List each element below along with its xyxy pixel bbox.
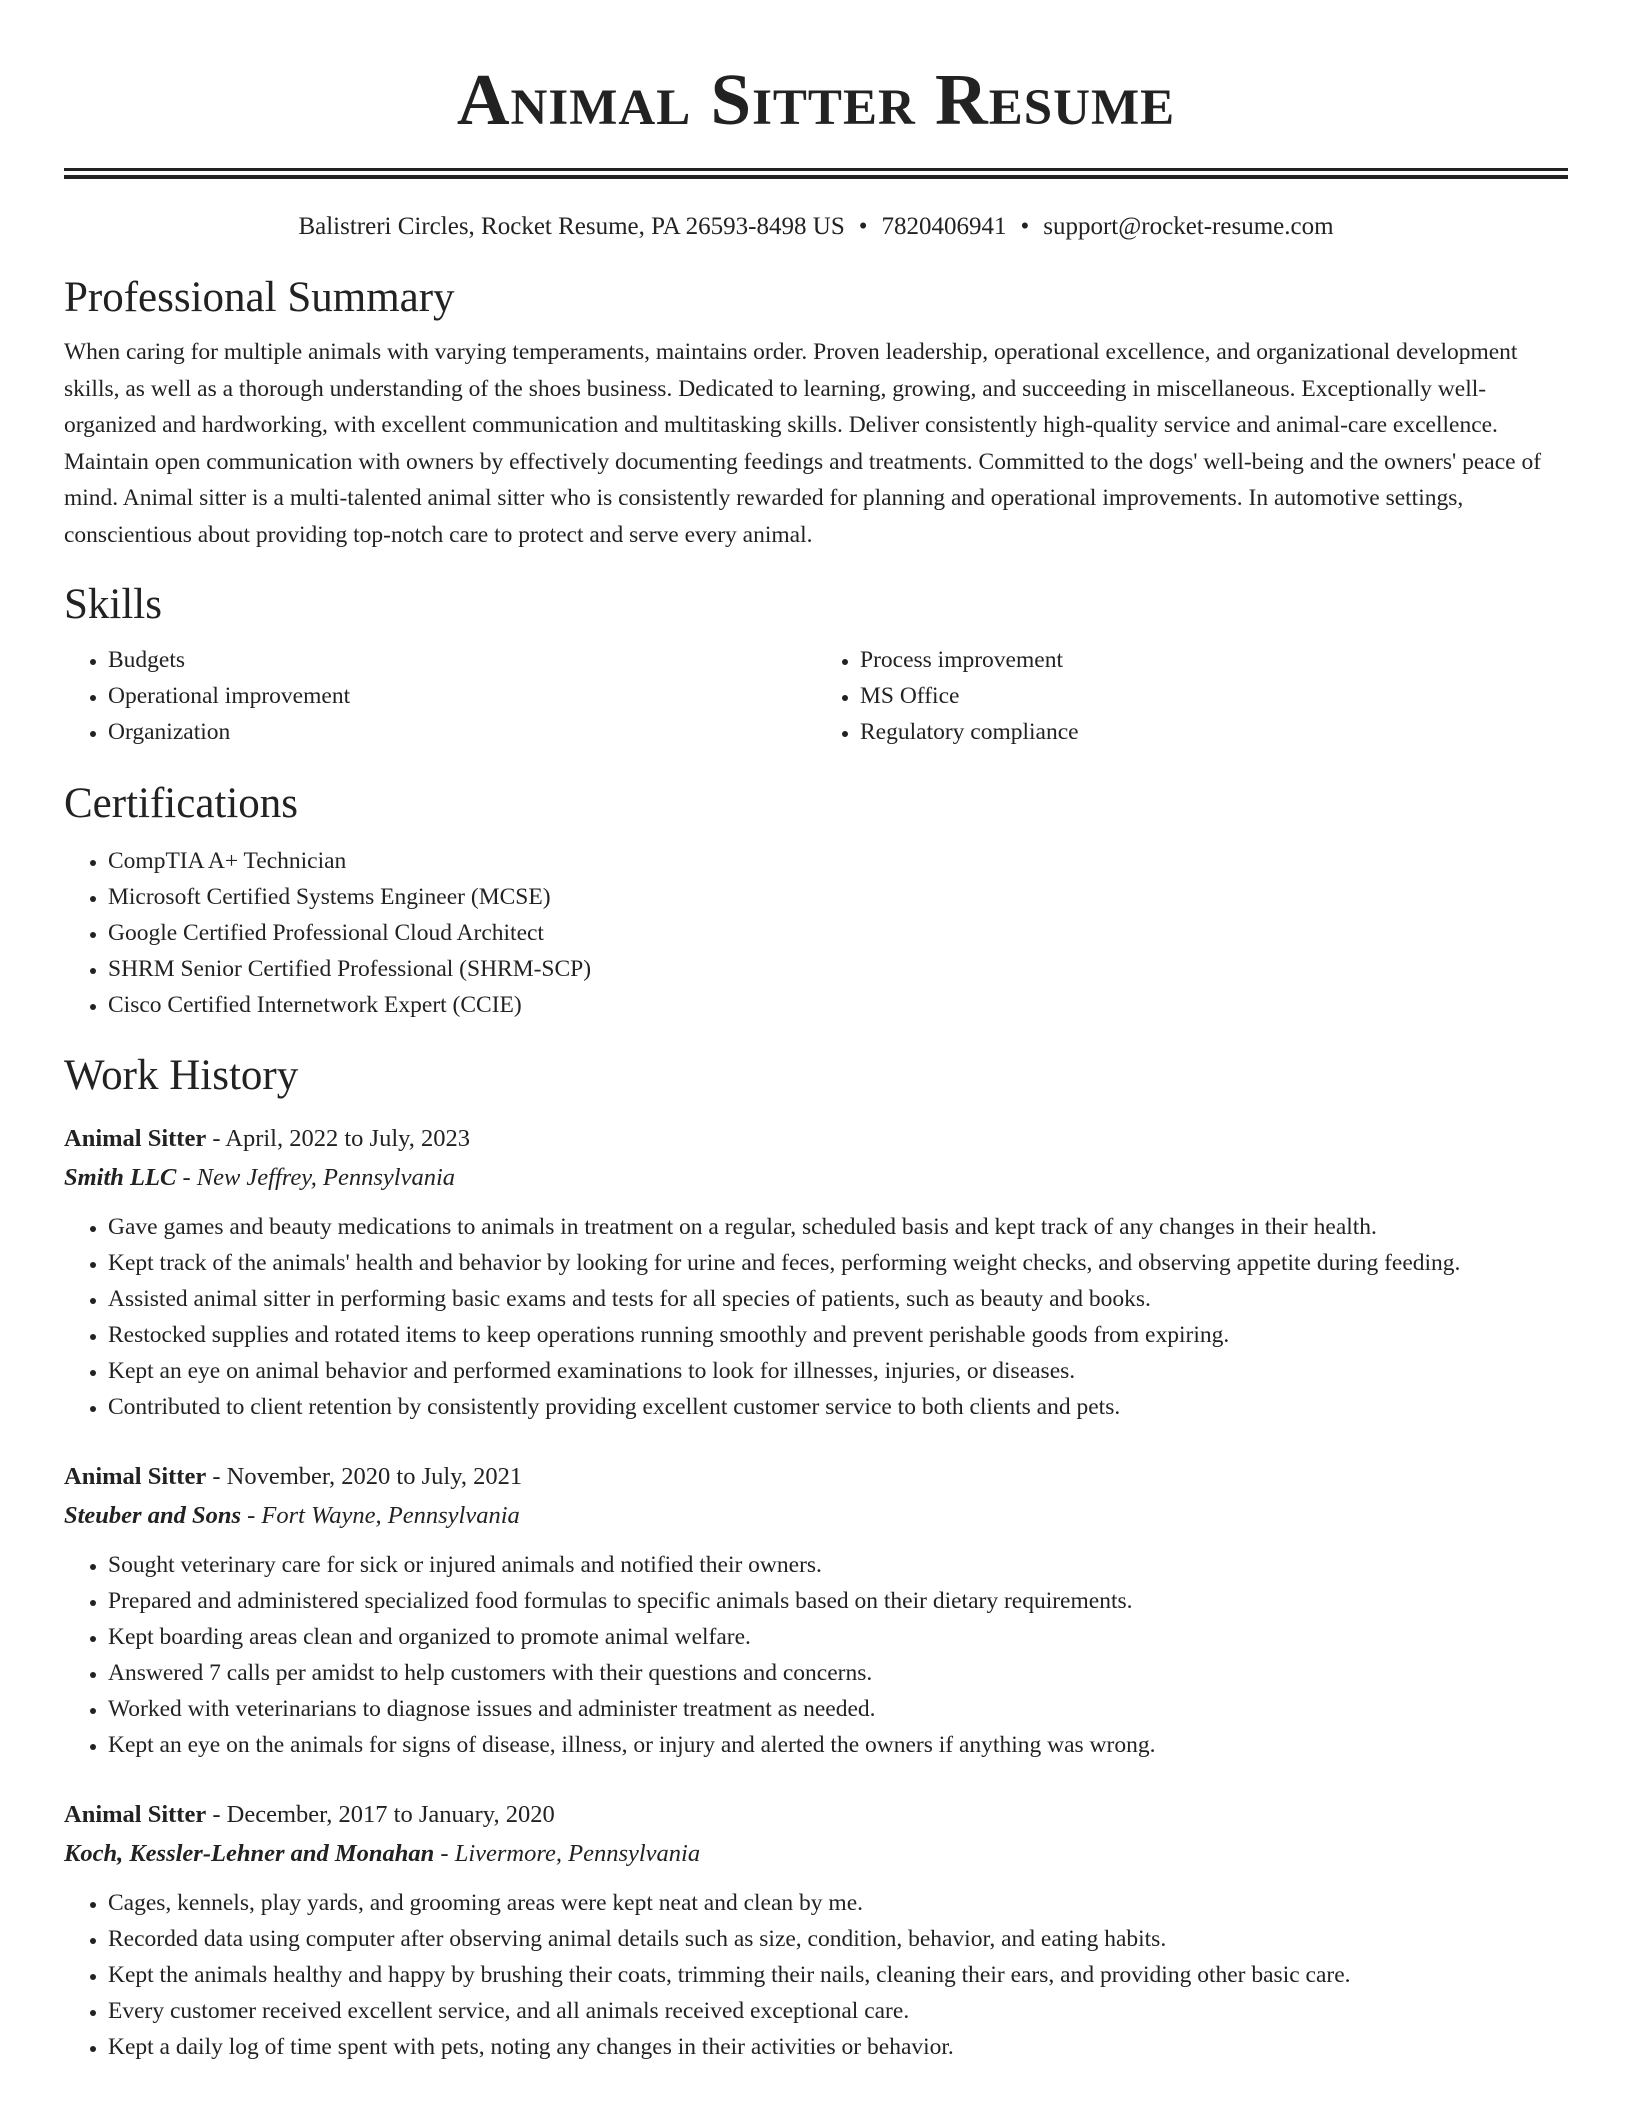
- certification-item: • Cisco Certified Internetwork Expert (CCIE): [108, 987, 1568, 1023]
- job-location: - New Jeffrey, Pennsylvania: [176, 1164, 456, 1191]
- job-company: Steuber and Sons: [64, 1502, 242, 1529]
- job-duty: • Kept the animals healthy and happy by brushing their coats, trimming their nails, cleaning their ears, and providing other basic care.: [108, 1957, 1568, 1993]
- job-entry: [64, 1458, 1568, 1763]
- job-duty: • Kept track of the animals' health and behavior by looking for urine and feces, performing weight checks, and observing appetite during feeding.: [108, 1245, 1568, 1281]
- job-company-line: [64, 1496, 1568, 1536]
- certifications-list: [64, 843, 1568, 1023]
- skills-heading: Skills: [64, 581, 162, 628]
- contact-phone: 7820406941: [881, 213, 1007, 240]
- job-duty: • Kept a daily log of time spent with pets, noting any changes in their activities or behavior.: [108, 2029, 1568, 2065]
- summary-heading: Professional Summary: [64, 274, 455, 321]
- job-dates: - December, 2017 to January, 2020: [206, 1801, 555, 1828]
- resume-title: Animal Sitter Resume: [456, 59, 1176, 140]
- job-duty: • Gave games and beauty medications to animals in treatment on a regular, scheduled basis and kept track of any changes in their health.: [108, 1209, 1568, 1245]
- certification-item: • SHRM Senior Certified Professional (SHRM-SCP): [108, 951, 1568, 987]
- skills-columns: [64, 642, 1568, 750]
- skill-item: • Operational improvement: [108, 678, 816, 714]
- job-duties: [64, 1885, 1568, 2065]
- job-title: Animal Sitter: [64, 1463, 207, 1490]
- resume-page: [64, 0, 1568, 2065]
- skill-item: • Budgets: [108, 642, 816, 678]
- certifications-heading: Certifications: [64, 780, 299, 827]
- summary-section: [64, 273, 1568, 553]
- contact-separator: •: [858, 213, 868, 240]
- contact-address: Balistreri Circles, Rocket Resume, PA 26593-8498 US: [298, 213, 845, 240]
- job-duties: [64, 1209, 1568, 1425]
- title-divider: [64, 168, 1568, 179]
- job-company: Smith LLC: [64, 1164, 177, 1191]
- skills-list-right: [816, 642, 1568, 750]
- job-title-line: [64, 1458, 1568, 1496]
- skill-item: • MS Office: [860, 678, 1568, 714]
- job-company: Koch, Kessler-Lehner and Monahan: [64, 1840, 435, 1867]
- skill-item: • Regulatory compliance: [860, 714, 1568, 750]
- job-duty: • Assisted animal sitter in performing basic exams and tests for all species of patients, such as beauty and books.: [108, 1281, 1568, 1317]
- skills-list-left: [64, 642, 816, 750]
- job-location: - Livermore, Pennsylvania: [434, 1840, 701, 1867]
- job-location: - Fort Wayne, Pennsylvania: [241, 1502, 520, 1529]
- job-entry: [64, 1120, 1568, 1425]
- job-company-line: [64, 1158, 1568, 1198]
- job-duty: • Contributed to client retention by consistently providing excellent customer service to both clients and pets.: [108, 1389, 1568, 1425]
- job-duty: • Worked with veterinarians to diagnose issues and administer treatment as needed.: [108, 1691, 1568, 1727]
- job-duties: [64, 1547, 1568, 1763]
- job-title-line: [64, 1120, 1568, 1158]
- job-company-line: [64, 1834, 1568, 1874]
- job-duty: • Recorded data using computer after observing animal details such as size, condition, behavior, and eating habits.: [108, 1921, 1568, 1957]
- job-duty: • Kept boarding areas clean and organized to promote animal welfare.: [108, 1619, 1568, 1655]
- job-duty: • Kept an eye on animal behavior and performed examinations to look for illnesses, injuries, or diseases.: [108, 1353, 1568, 1389]
- certification-item: • CompTIA A+ Technician: [108, 843, 1568, 879]
- contact-separator: •: [1020, 213, 1030, 240]
- skill-item: • Organization: [108, 714, 816, 750]
- job-duty: • Every customer received excellent service, and all animals received exceptional care.: [108, 1993, 1568, 2029]
- job-duty: • Answered 7 calls per amidst to help customers with their questions and concerns.: [108, 1655, 1568, 1691]
- job-dates: - April, 2022 to July, 2023: [206, 1125, 471, 1152]
- summary-text: When caring for multiple animals with varying temperaments, maintains order. Proven leadership, operational excellence, and organizational development skills, as well as a thorough understanding of the shoes business. Dedicated to learning, growing, and succeeding in miscellaneous. Exceptionally well-organized and hardworking, with excellent communication and multitasking skills. Deliver consistently high-quality service and animal-care excellence. Maintain open communication with owners by effectively documenting feedings and treatments. Committed to the dogs' well-being and the owners' peace of mind. Animal sitter is a multi-talented animal sitter who is consistently rewarded for planning and operational improvements. In automotive settings, conscientious about providing top-notch care to protect and serve every animal.: [64, 339, 1542, 548]
- job-duty: • Kept an eye on the animals for signs of disease, illness, or injury and alerted the owners if anything was wrong.: [108, 1727, 1568, 1763]
- certification-item: • Google Certified Professional Cloud Architect: [108, 915, 1568, 951]
- job-entry: [64, 1796, 1568, 2065]
- job-duty: • Restocked supplies and rotated items to keep operations running smoothly and prevent perishable goods from expiring.: [108, 1317, 1568, 1353]
- job-duty: • Prepared and administered specialized food formulas to specific animals based on their dietary requirements.: [108, 1583, 1568, 1619]
- contact-email[interactable]: support@rocket-resume.com: [1043, 213, 1334, 240]
- work-history-section: [64, 1051, 1568, 2065]
- job-duty: • Sought veterinary care for sick or injured animals and notified their owners.: [108, 1547, 1568, 1583]
- skill-item: • Process improvement: [860, 642, 1568, 678]
- certifications-section: [64, 779, 1568, 1023]
- skills-section: [64, 580, 1568, 750]
- job-title-line: [64, 1796, 1568, 1834]
- job-duty: • Cages, kennels, play yards, and grooming areas were kept neat and clean by me.: [108, 1885, 1568, 1921]
- work-history-heading: Work History: [64, 1052, 299, 1099]
- job-dates: - November, 2020 to July, 2021: [206, 1463, 523, 1490]
- job-title: Animal Sitter: [64, 1801, 207, 1828]
- contact-line: [64, 212, 1568, 242]
- job-title: Animal Sitter: [64, 1125, 207, 1152]
- certification-item: • Microsoft Certified Systems Engineer (MCSE): [108, 879, 1568, 915]
